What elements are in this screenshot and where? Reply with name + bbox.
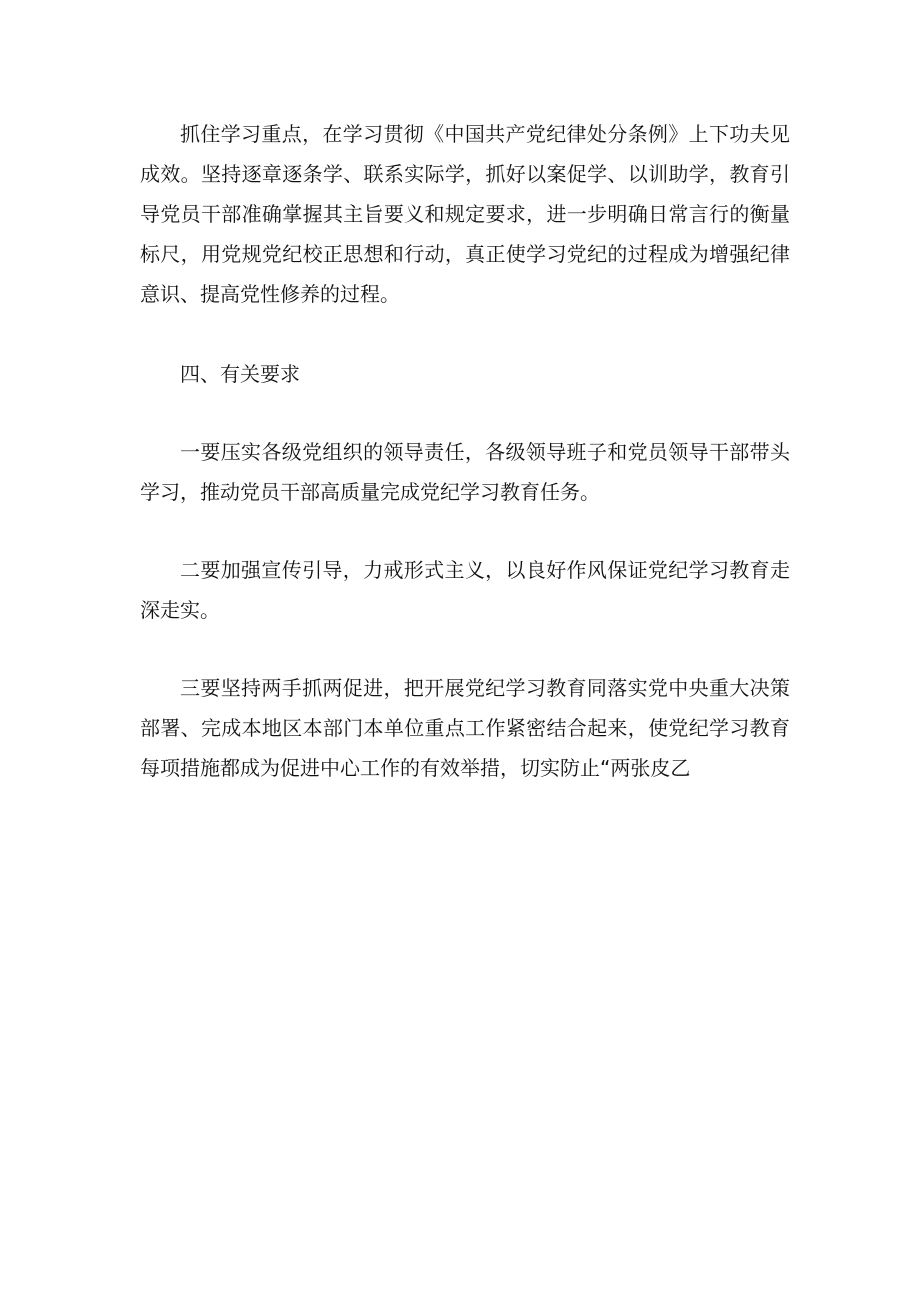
- section-heading-requirements: 四、有关要求: [180, 362, 300, 386]
- paragraph-requirement-one: 一要压实各级党组织的领导责任，各级领导班子和党员领导干部带头学习，推动党员干部高质量完成党纪学习教育任务。: [140, 440, 790, 504]
- document-body: [140, 114, 790, 788]
- paragraph-study-focus: 抓住学习重点，在学习贯彻《中国共产党纪律处分条例》上下功夫见成效。坚持逐章逐条学、联系实际学，抓好以案促学、以训助学，教育引导党员干部准确掌握其主旨要义和规定要求，进一步明确日常言行的衡量标尺，用党规党纪校正思想和行动，真正使学习党纪的过程成为增强纪律意识、提高党性修养的过程。: [140, 122, 790, 306]
- paragraph-requirement-three: 三要坚持两手抓两促进，把开展党纪学习教育同落实党中央重大决策部署、完成本地区本部门本单位重点工作紧密结合起来，使党纪学习教育每项措施都成为促进中心工作的有效举措，切实防止“两张皮乙: [140, 676, 790, 780]
- paragraph-requirement-two: 二要加强宣传引导，力戒形式主义，以良好作风保证党纪学习教育走深走实。: [140, 558, 790, 622]
